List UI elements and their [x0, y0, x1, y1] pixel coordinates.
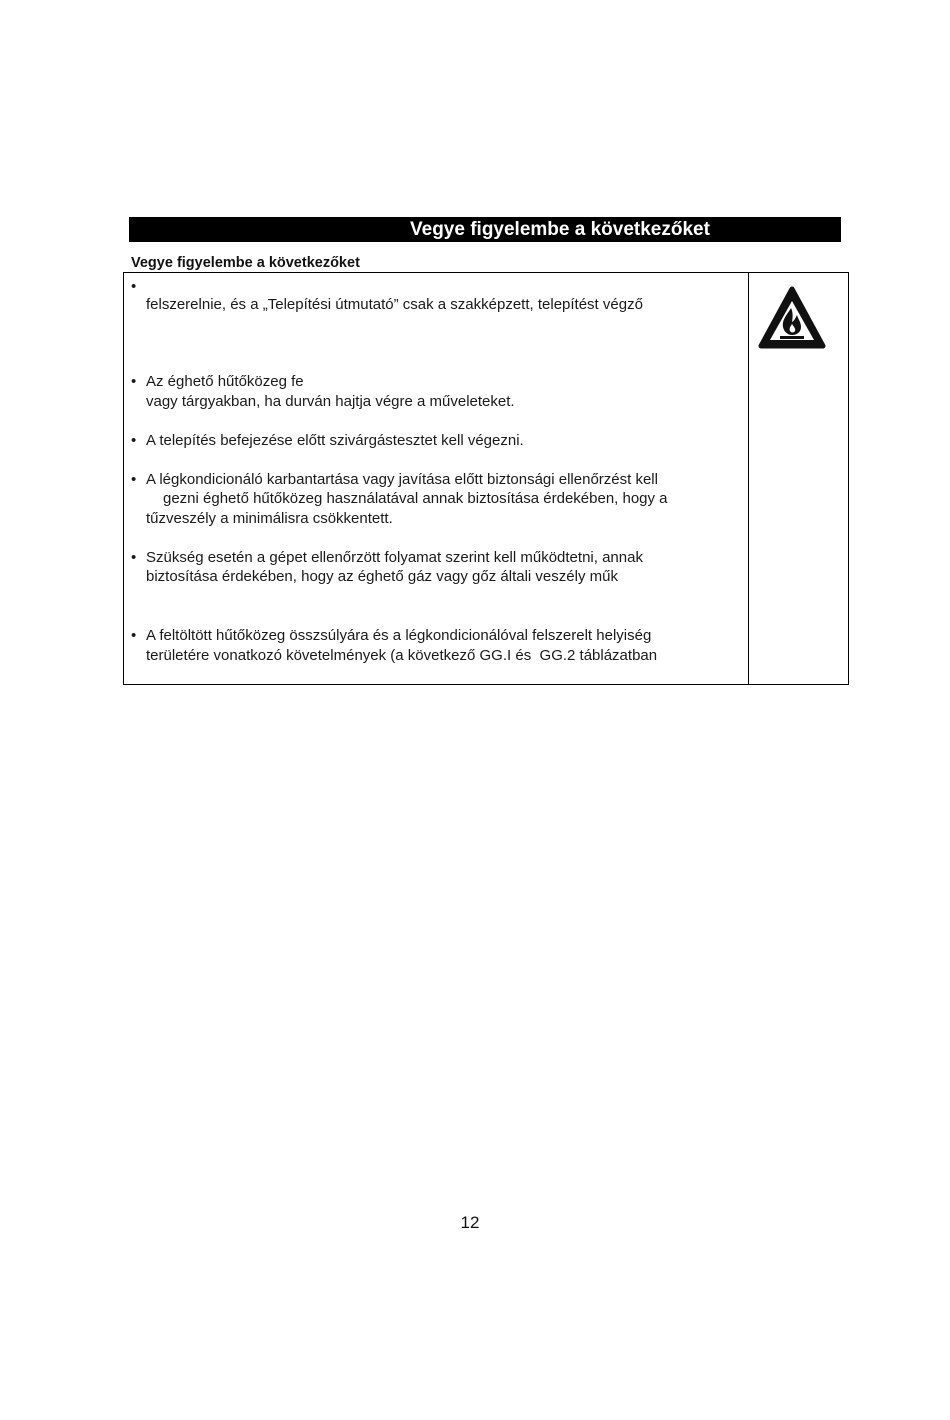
bullet: • — [131, 432, 137, 449]
section-header-bar — [129, 217, 841, 242]
table-divider — [748, 273, 749, 684]
section-header-title: Vegye figyelembe a következőket — [410, 219, 710, 240]
bullet: • — [131, 278, 137, 295]
list-item-line: biztosítása érdekében, hogy az éghető gáz vagy gőz általi veszély műk — [146, 568, 618, 585]
list-item-line: területére vonatkozó követelmények (a következő GG.I és GG.2 táblázatban — [146, 647, 658, 664]
warning-table — [123, 272, 849, 685]
list-item-line: Az éghető hűtőközeg fe — [146, 373, 304, 390]
flammable-warning-icon — [758, 286, 826, 350]
list-item-line: Szükség esetén a gépet ellenőrzött folyamat szerint kell működtetni, annak — [146, 549, 643, 566]
bullet: • — [131, 549, 137, 566]
list-item-line: A feltöltött hűtőközeg összsúlyára és a légkondicionálóval felszerelt helyiség — [146, 627, 652, 644]
page-number: 12 — [460, 1213, 480, 1232]
list-item-line: gezni éghető hűtőközeg használatával annak biztosítása érdekében, hogy a — [163, 490, 668, 507]
list-item-line: felszerelnie, és a „Telepítési útmutató” csak a szakképzett, telepítést végző — [146, 296, 643, 313]
list-item-line: vagy tárgyakban, ha durván hajtja végre a műveleteket. — [146, 393, 515, 410]
section-subtitle: Vegye figyelembe a következőket — [131, 254, 407, 273]
bullet: • — [131, 373, 137, 390]
list-item-line: A légkondicionáló karbantartása vagy javítása előtt biztonsági ellenőrzést kell — [146, 471, 658, 488]
list-item-line: tűzveszély a minimálisra csökkentett. — [146, 510, 393, 527]
list-item-line: A telepítés befejezése előtt szivárgástesztet kell végezni. — [146, 432, 524, 449]
bullet: • — [131, 627, 137, 644]
bullet: • — [131, 471, 137, 488]
